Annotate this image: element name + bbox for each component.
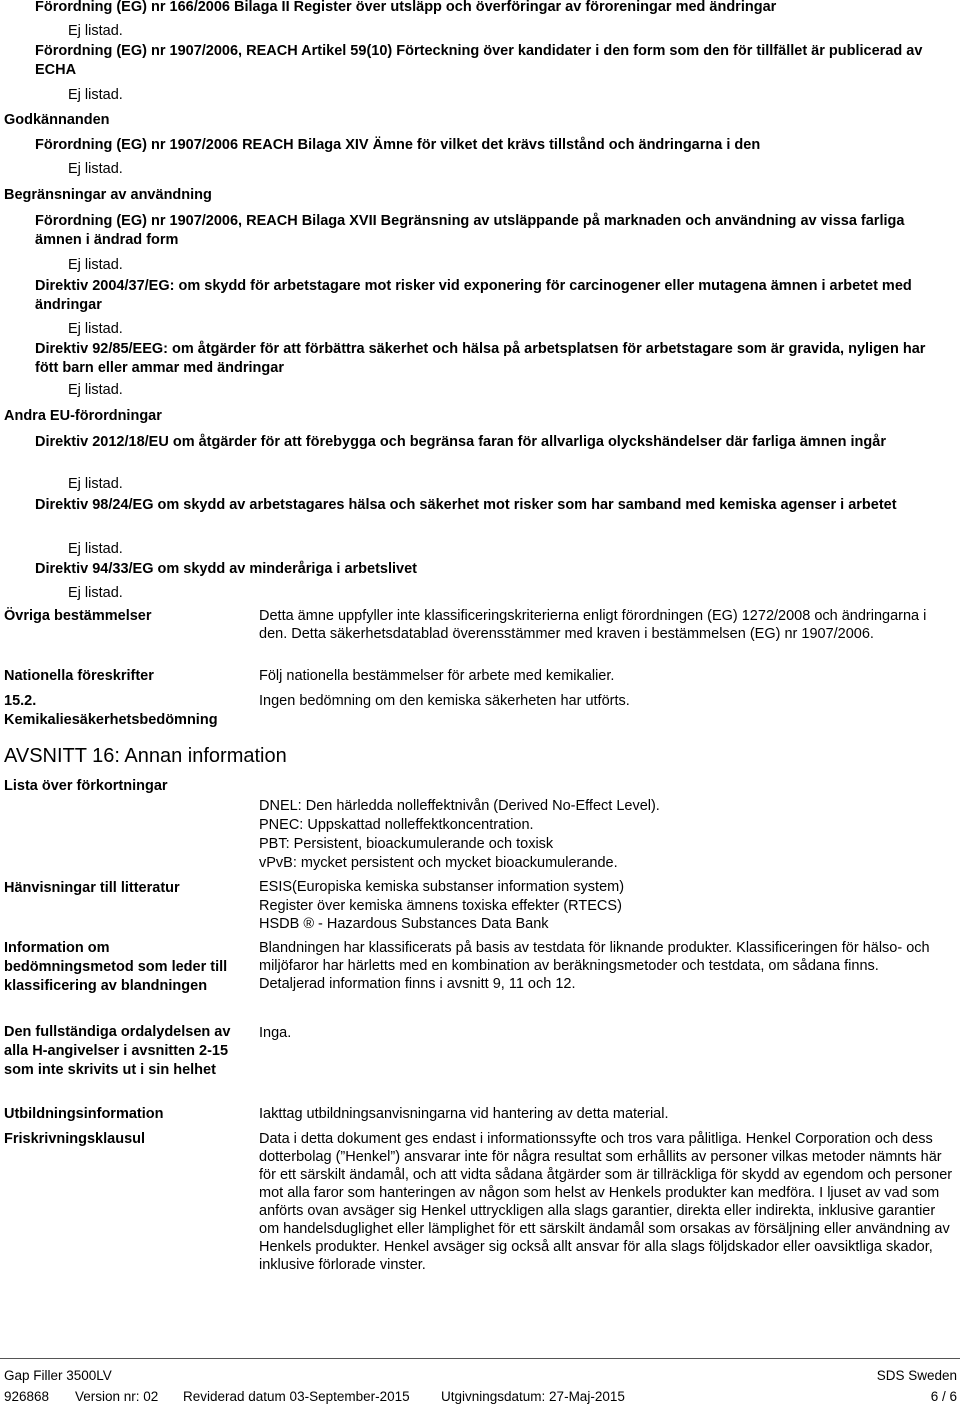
literature-line: ESIS(Europiska kemiska substanser information system)	[259, 879, 625, 895]
footer-sds-country: SDS Sweden	[876, 1368, 957, 1383]
literature-line: Register över kemiska ämnens toxiska effekter (RTECS)	[259, 898, 622, 914]
assessment-method-text: Blandningen har klassificerats på basis av testdata för liknande produkter. Klassificeringen för hälso- och miljöfaror har härletts med en kombination av beräkningsmetoder och testdata, om sådana finns. Detaljerad information finns i avsnitt 9, 11 och 12.	[259, 940, 930, 992]
footer-divider	[0, 1358, 960, 1359]
national-regulations-label: Nationella föreskrifter	[4, 668, 154, 684]
footer-product-name: Gap Filler 3500LV	[4, 1368, 112, 1383]
section-15-2-number: 15.2.	[4, 693, 37, 709]
not-listed-7: Ej listad.	[68, 476, 123, 492]
footer-document-id: 926868	[4, 1389, 50, 1404]
abbreviations-label: Lista över förkortningar	[4, 778, 168, 794]
directive-92-85: Direktiv 92/85/EEG: om åtgärder för att förbättra säkerhet och hälsa på arbetsplatsen för arbetstagare som är gravida, nyligen har fött barn eller ammar med ändringar	[35, 341, 926, 376]
abbr-line: vPvB: mycket persistent och mycket bioackumulerande.	[259, 855, 618, 871]
disclaimer-label: Friskrivningsklausul	[4, 1131, 146, 1147]
h-statements-label: Den fullständiga ordalydelsen av alla H-angivelser i avsnitten 2-15 som inte skrivits ut i sin helhet	[4, 1024, 231, 1078]
directive-98-24: Direktiv 98/24/EG om skydd av arbetstagares hälsa och säkerhet mot risker som har samband med kemiska agenser i arbetet	[35, 497, 897, 513]
reg-166-2006: Förordning (EG) nr 166/2006 Bilaga II Register över utsläpp och överföringar av föroreningar med ändringar	[35, 0, 777, 15]
not-listed-8: Ej listad.	[68, 541, 123, 557]
reach-candidate-list: Förordning (EG) nr 1907/2006, REACH Artikel 59(10) Förteckning över kandidater i den form som den för tillfället är publicerad av ECHA	[35, 43, 923, 78]
footer-revised-date: Reviderad datum 03-September-2015	[183, 1389, 410, 1404]
disclaimer-text: Data i detta dokument ges endast i informationssyfte och tros vara pålitliga. Henkel Corporation och dess dotterbolag (”Henkel”) ansvarar inte för några resultat som erhållits av personer vilkas metoder nämnts här för ett särskilt ändamål, och att vidta sådana åtgärder som är tillräckliga för skydd av egendom och personer mot alla faror som hanteringen av någon som helst av Henkels produkter kan medföra. I ljuset av vad som anförts ovan avsäger sig Henkel uttryckligen alla slags garantier, direkta eller indirekta, inklusive garantier om handelsduglighet eller lämplighet för ett särskilt ändamål som orsakas av försäljning eller användning av Henkels produkter. Henkel avsäger sig också allt ansvar för alla slags följdskador eller oavsiktliga skador, inklusive förlorade vinster.	[259, 1131, 953, 1273]
section-16-heading: AVSNITT 16: Annan information	[4, 745, 287, 767]
not-listed-1: Ej listad.	[68, 23, 123, 39]
other-provisions-text: Detta ämne uppfyller inte klassificeringskriterierna enligt förordningen (EG) 1272/2008 och ändringarna i den. Detta säkerhetsdatablad överensstämmer med kraven i bestämmelsen (EG) nr 1907/2006.	[259, 608, 927, 642]
literature-label: Hänvisningar till litteratur	[4, 880, 180, 896]
reach-annex-xiv: Förordning (EG) nr 1907/2006 REACH Bilaga XIV Ämne för vilket det krävs tillstånd och ändringarna i den	[35, 137, 761, 153]
not-listed-4: Ej listad.	[68, 257, 123, 273]
footer-issue-date: Utgivningsdatum: 27-Maj-2015	[441, 1389, 625, 1404]
other-eu-heading: Andra EU-förordningar	[4, 408, 162, 424]
literature-line: HSDB ® - Hazardous Substances Data Bank	[259, 916, 549, 932]
h-statements-text: Inga.	[259, 1025, 292, 1041]
not-listed-2: Ej listad.	[68, 87, 123, 103]
approvals-heading: Godkännanden	[4, 112, 110, 128]
abbr-line: PNEC: Uppskattad nolleffektkoncentration.	[259, 817, 534, 833]
not-listed-5: Ej listad.	[68, 321, 123, 337]
abbr-line: PBT: Persistent, bioackumulerande och toxisk	[259, 836, 554, 852]
national-regulations-text: Följ nationella bestämmelser för arbete med kemikalier.	[259, 668, 615, 684]
chemical-safety-assessment-label: Kemikaliesäkerhetsbedömning	[4, 712, 218, 728]
directive-94-33: Direktiv 94/33/EG om skydd av minderåriga i arbetslivet	[35, 561, 418, 577]
training-label: Utbildningsinformation	[4, 1106, 164, 1122]
restrictions-heading: Begränsningar av användning	[4, 187, 212, 203]
training-text: Iakttag utbildningsanvisningarna vid hantering av detta material.	[259, 1106, 669, 1122]
assessment-method-label: Information om bedömningsmetod som leder till klassificering av blandningen	[4, 940, 228, 994]
not-listed-9: Ej listad.	[68, 585, 123, 601]
reach-annex-xvii: Förordning (EG) nr 1907/2006, REACH Bilaga XVII Begränsning av utsläppande på marknaden och användning av vissa farliga ämnen i ändrad form	[35, 213, 905, 248]
not-listed-6: Ej listad.	[68, 382, 123, 398]
abbr-line: DNEL: Den härledda nolleffektnivån (Derived No-Effect Level).	[259, 798, 660, 814]
not-listed-3: Ej listad.	[68, 161, 123, 177]
directive-2004-37: Direktiv 2004/37/EG: om skydd för arbetstagare mot risker vid exponering för carcinogener eller mutagena ämnen i arbetet med ändringar	[35, 278, 912, 313]
footer-version: Version nr: 02	[75, 1389, 159, 1404]
chemical-safety-assessment-text: Ingen bedömning om den kemiska säkerheten har utförts.	[259, 693, 630, 709]
footer-page-number: 6 / 6	[930, 1389, 957, 1404]
other-provisions-label: Övriga bestämmelser	[4, 608, 152, 624]
directive-2012-18: Direktiv 2012/18/EU om åtgärder för att förebygga och begränsa faran för allvarliga olyckshändelser där farliga ämnen ingår	[35, 434, 886, 450]
